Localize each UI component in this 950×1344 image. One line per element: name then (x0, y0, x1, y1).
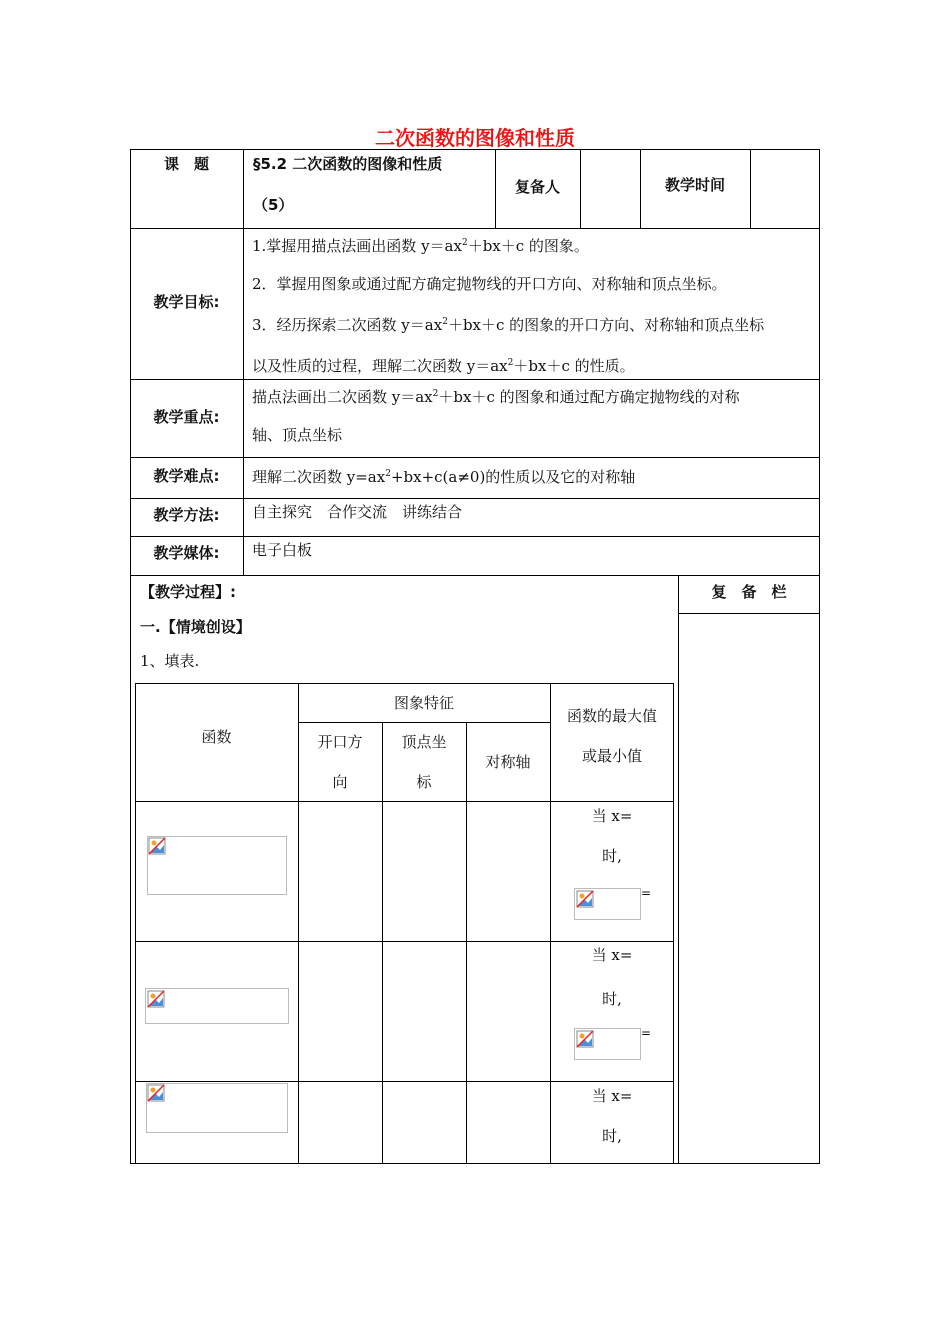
key-points-sup: 2 (432, 389, 439, 399)
media-label: 教学媒体: (153, 544, 220, 562)
goal-1-sup: 2 (461, 238, 468, 248)
topic-line1: §5.2 二次函数的图像和性质 (253, 155, 443, 173)
col-function: 函数 (201, 728, 232, 746)
row2-eq: = (641, 1026, 652, 1040)
col-group-features: 图象特征 (393, 694, 454, 712)
goal-1 (252, 224, 818, 265)
row2-shi: 时, (602, 990, 622, 1008)
goal-3-post: ＋bx＋c 的图象的开口方向、对称轴和顶点坐标 (447, 316, 765, 334)
key-points-line2: 轴、顶点坐标 (252, 426, 343, 444)
goal-3-line2-pre: 以及性质的过程，理解二次函数 y＝ax (252, 357, 508, 375)
broken-image-icon (147, 990, 165, 1008)
row3-when-x: 当 x= (591, 1087, 633, 1105)
broken-image-icon (576, 890, 594, 908)
col-extreme-line1: 函数的最大值 (566, 707, 657, 725)
row3-extreme (550, 1076, 674, 1156)
goal-3-line2-post: ＋bx＋c 的性质。 (513, 357, 635, 375)
difficulty-label: 教学难点: (153, 467, 220, 485)
key-points-label: 教学重点: (153, 408, 220, 426)
section-1-heading: 一.【情境创设】 (140, 618, 251, 636)
difficulty-text (252, 455, 635, 496)
broken-image-icon (148, 837, 166, 855)
preparer-label: 复备人 (514, 178, 560, 196)
goal-1-pre: 1.掌握用描点法画出函数 y＝ax (252, 237, 462, 255)
time-label: 教学时间 (664, 176, 725, 194)
topic-label: 课 题 (163, 155, 209, 173)
formula-image-3 (146, 1083, 288, 1133)
formula-image-2 (145, 988, 289, 1024)
row2-when-x: 当 x= (591, 946, 633, 964)
row2-extreme (550, 933, 674, 1021)
broken-image-icon (147, 1084, 165, 1102)
col-open-line2: 向 (332, 773, 348, 791)
row3-shi: 时, (602, 1127, 622, 1145)
col-open-direction (298, 722, 382, 802)
review-column-label: 复 备 栏 (711, 583, 787, 601)
row1-shi: 时, (602, 847, 622, 865)
goal-2: 2．掌握用图象或通过配方确定抛物线的开口方向、对称轴和顶点坐标。 (252, 275, 727, 293)
row1-when-x: 当 x= (591, 807, 633, 825)
difficulty-sup: 2 (385, 469, 391, 479)
broken-image-icon (576, 1030, 594, 1048)
col-vertex-line2: 标 (416, 773, 432, 791)
topic-line2: （5） (253, 196, 294, 214)
media-text: 电子白板 (252, 541, 313, 559)
method-text: 自主探究 合作交流 讲练结合 (252, 503, 463, 521)
goal-3 (252, 303, 818, 344)
difficulty-pre: 理解二次函数 y=ax (252, 468, 386, 486)
key-points-pre: 描点法画出二次函数 y＝ax (252, 388, 433, 406)
page-title: 二次函数的图像和性质 (375, 126, 575, 150)
col-axis: 对称轴 (485, 753, 531, 771)
goals-label: 教学目标: (153, 293, 220, 311)
formula-image-1 (147, 836, 287, 895)
col-vertex-line1: 顶点坐 (401, 733, 447, 751)
task-1-text: 1、填表. (140, 652, 200, 670)
col-open-line1: 开口方 (317, 733, 363, 751)
goal-1-post: ＋bx＋c 的图象。 (467, 237, 589, 255)
col-extreme (550, 696, 674, 776)
key-points-post: ＋bx＋c 的图象和通过配方确定抛物线的对称 (438, 388, 740, 406)
goals-text (252, 224, 818, 385)
col-vertex (382, 722, 466, 802)
row1-eq: = (641, 886, 652, 900)
process-label: 【教学过程】: (140, 583, 236, 601)
goal-3-line2-sup: 2 (507, 358, 514, 368)
difficulty-post: +bx+c(a≠0)的性质以及它的对称轴 (390, 468, 636, 486)
goal-3-pre: 3．经历探索二次函数 y＝ax (252, 316, 443, 334)
method-label: 教学方法: (153, 506, 220, 524)
row1-extreme (550, 796, 674, 876)
goal-3-sup: 2 (442, 317, 448, 327)
col-extreme-line2: 或最小值 (581, 747, 642, 765)
key-points-text (252, 375, 818, 454)
